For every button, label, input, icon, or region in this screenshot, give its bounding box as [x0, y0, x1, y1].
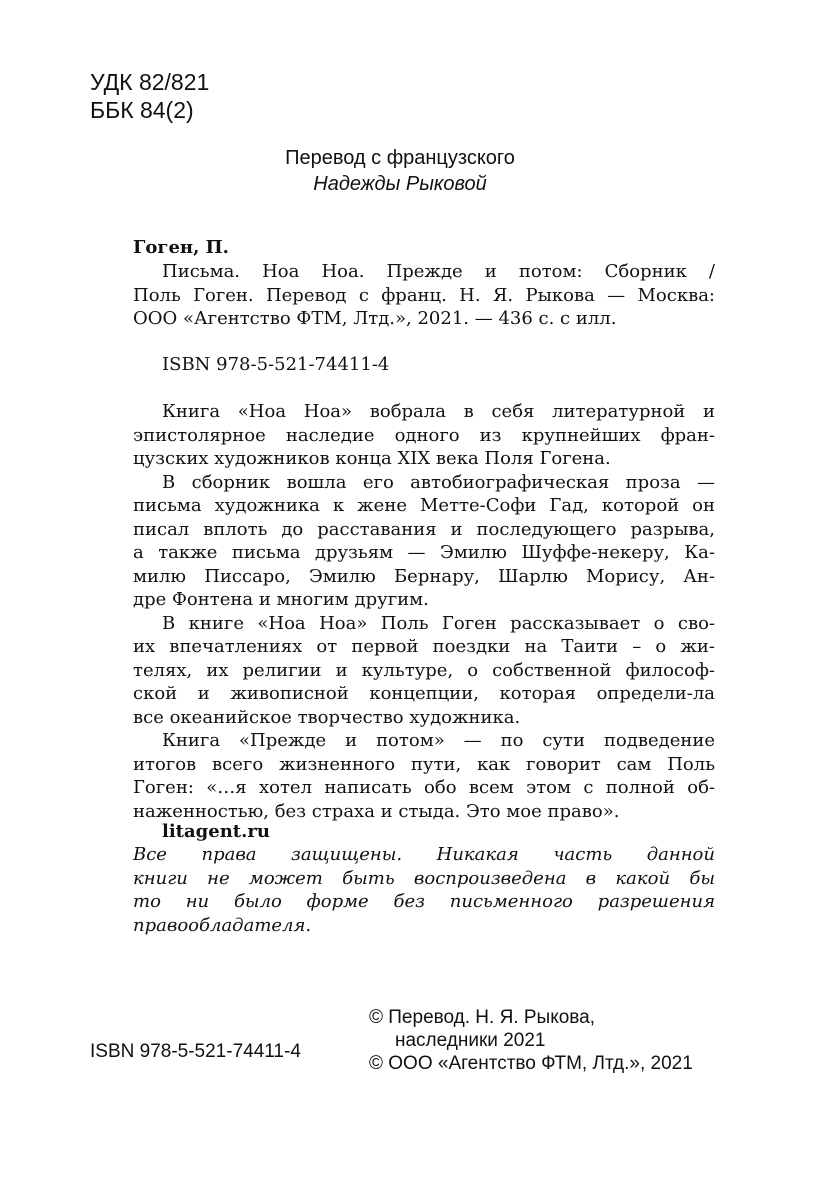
- annotation-line: милю Писсаро, Эмилю Бернару, Шарлю Морису, Ан-: [133, 565, 715, 587]
- annotation-paragraph: [133, 471, 715, 612]
- udk-code: УДК 82/821: [90, 69, 210, 95]
- bibliographic-record: [133, 260, 715, 331]
- annotation-line: телях, их религии и культуре, о собственной философ-: [133, 659, 715, 681]
- isbn-main: ISBN 978-5-521-74411-4: [162, 354, 390, 375]
- rights-line: то ни было форме без письменного разрешения: [133, 891, 715, 912]
- copyright-translation: © Перевод. Н. Я. Рыкова,: [369, 1007, 596, 1028]
- annotation-line: В сборник вошла его автобиографическая проза —: [162, 471, 715, 493]
- annotation-line: Книга «Ноа Ноа» вобрала в себя литературной и: [162, 401, 715, 422]
- bib-line: ООО «Агентство ФТМ, Лтд.», 2021. — 436 с. с илл.: [133, 308, 617, 329]
- annotation-line: эпистолярное наследие одного из крупнейших фран-: [133, 424, 715, 446]
- translation-line: Перевод с французского: [285, 147, 515, 169]
- annotation-paragraph: [133, 729, 715, 823]
- annotation-line: а также письма друзьям — Эмилю Шуффе-некеру, Ка-: [133, 542, 715, 563]
- annotation-paragraph: [133, 612, 715, 730]
- rights-line: книги не может быть воспроизведена в какой бы: [133, 867, 715, 889]
- annotation-line: писал вплоть до расставания и последующего разрыва,: [133, 518, 715, 540]
- translation-note: [0, 145, 800, 197]
- annotation-line: наженностью, без страха и стыда. Это мое право».: [133, 800, 620, 822]
- annotation-line: письма художника к жене Метте-Софи Гад, которой он: [133, 495, 715, 516]
- copyright-publisher: © ООО «Агентство ФТМ, Лтд.», 2021: [369, 1053, 693, 1074]
- annotation-line: Гоген: «…я хотел написать обо всем этом с полной об-: [133, 777, 715, 798]
- translator-name: Надежды Рыковой: [313, 173, 487, 195]
- annotation-line: цузских художников конца XIX века Поля Гогена.: [133, 448, 611, 469]
- copyright-translation-heirs: наследники 2021: [395, 1030, 546, 1051]
- author-heading: Гоген, П.: [133, 237, 229, 258]
- annotation-line: их впечатлениях от первой поездки на Таити – о жи-: [133, 636, 715, 657]
- bib-line: Поль Гоген. Перевод с франц. Н. Я. Рыкова — Москва:: [133, 284, 715, 306]
- site-link[interactable]: litagent.ru: [162, 821, 270, 842]
- rights-notice: [133, 843, 715, 937]
- annotation-line: все океанийское творчество художника.: [133, 706, 521, 728]
- annotation-line: ской и живописной концепции, которая определи-ла: [133, 683, 715, 704]
- rights-line: правообладателя.: [133, 914, 312, 936]
- bib-line: Письма. Ноа Ноа. Прежде и потом: Сборник /: [162, 261, 715, 282]
- annotation-line: итогов всего жизненного пути, как говорит сам Поль: [133, 753, 715, 775]
- rights-line: Все права защищены. Никакая часть данной: [133, 844, 715, 865]
- annotation: [133, 400, 715, 823]
- isbn-footer: ISBN 978-5-521-74411-4: [90, 1041, 301, 1062]
- annotation-line: В книге «Ноа Ноа» Поль Гоген рассказывает о сво-: [162, 612, 715, 634]
- annotation-paragraph: [133, 400, 715, 471]
- bbk-code: ББК 84(2): [90, 97, 194, 123]
- annotation-line: дре Фонтена и многим другим.: [133, 589, 429, 610]
- annotation-line: Книга «Прежде и потом» — по сути подведение: [162, 730, 715, 751]
- copyright-block: [369, 1006, 693, 1075]
- classification-block: [90, 68, 209, 124]
